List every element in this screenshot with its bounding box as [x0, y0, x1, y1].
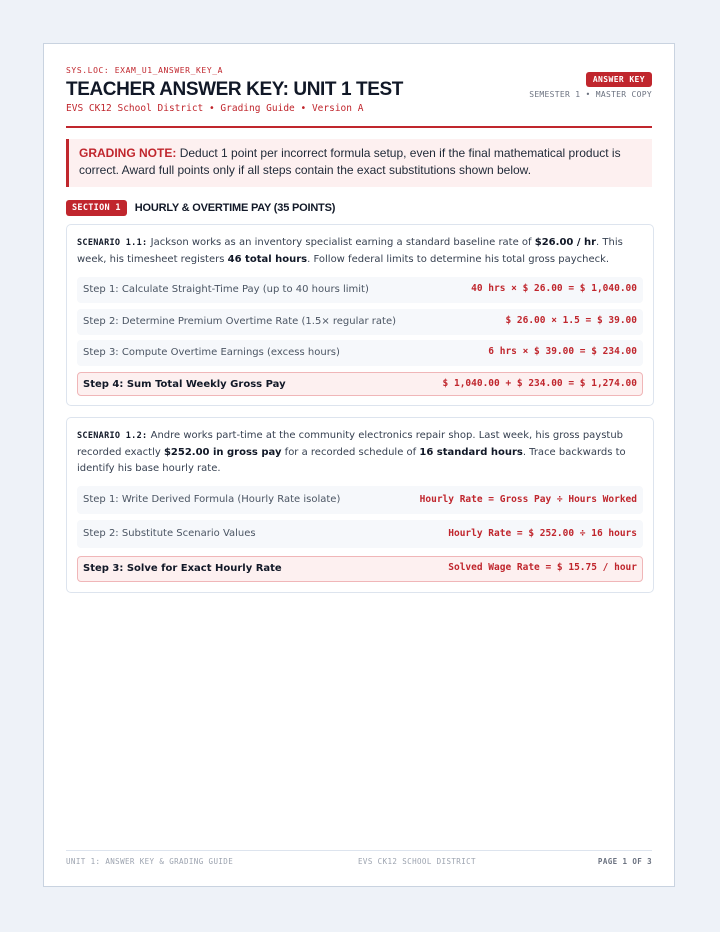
- solution-step: [77, 340, 643, 366]
- scenario-text: . This week, his timesheet registers: [77, 237, 623, 265]
- step-answer: Hourly Rate = Gross Pay ÷ Hours Worked: [419, 494, 637, 505]
- scenario-text: Andre works part-time at the community electronics repair shop. Last week, his gross paystub recorded exactly: [77, 430, 624, 458]
- sys-loc-code: SYS.LOC: EXAM_U1_ANSWER_KEY_A: [66, 66, 224, 75]
- solution-step: [77, 277, 643, 303]
- solution-step: [77, 309, 643, 335]
- scenario-highlight: 46 total hours: [227, 253, 308, 265]
- step-label: Step 3: Compute Overtime Earnings (excess hours): [83, 347, 340, 358]
- answer-key-badge: ANSWER KEY: [586, 72, 652, 87]
- page-header: [66, 66, 652, 128]
- footer-district-label: EVS CK12 SCHOOL DISTRICT: [358, 857, 476, 866]
- scenario-text: for a recorded schedule of: [284, 446, 417, 458]
- page-subtitle: EVS CK12 School District • Grading Guide • Version A: [66, 103, 364, 114]
- page-title: TEACHER ANSWER KEY: UNIT 1 TEST: [66, 79, 404, 100]
- scenario-description: [77, 428, 643, 478]
- step-label: Step 4: Sum Total Weekly Gross Pay: [83, 379, 286, 390]
- scenario-text: . Trace backwards to identify his base hourly rate.: [77, 446, 626, 474]
- solution-step: [77, 486, 643, 514]
- step-label: Step 2: Determine Premium Overtime Rate (1.5× regular rate): [83, 316, 397, 327]
- section-badge: SECTION 1: [66, 200, 127, 216]
- step-label: Step 1: Write Derived Formula (Hourly Rate isolate): [83, 494, 341, 505]
- grading-note-text: Deduct 1 point per incorrect formula setup, even if the final mathematical product is correct. Award full points only if all steps contain the exact substitutions shown below.: [79, 146, 621, 177]
- page-number: PAGE 1 OF 3: [597, 857, 652, 866]
- scenario-label: SCENARIO 1.1:: [77, 238, 148, 248]
- semester-label: SEMESTER 1 • MASTER COPY: [529, 90, 652, 99]
- answer-key-page: [43, 43, 675, 887]
- scenario-label: SCENARIO 1.2:: [77, 431, 148, 441]
- step-label: Step 1: Calculate Straight-Time Pay (up to 40 hours limit): [83, 284, 369, 295]
- step-answer: Hourly Rate = $ 252.00 ÷ 16 hours: [448, 528, 637, 539]
- section-header: [66, 199, 335, 217]
- scenario-highlight: 16 standard hours: [419, 446, 523, 458]
- section-title: HOURLY & OVERTIME PAY (35 POINTS): [134, 202, 336, 214]
- step-answer: $ 26.00 × 1.5 = $ 39.00: [505, 315, 637, 326]
- page-footer: [66, 850, 652, 870]
- step-answer: 40 hrs × $ 26.00 = $ 1,040.00: [471, 283, 637, 294]
- final-solution-step: [77, 372, 643, 396]
- scenario-text: Jackson works as an inventory specialist earning a standard baseline rate of: [150, 237, 532, 248]
- step-label: Step 3: Solve for Exact Hourly Rate: [83, 563, 282, 574]
- grading-note-label: GRADING NOTE:: [79, 146, 177, 160]
- step-answer: $ 1,040.00 + $ 234.00 = $ 1,274.00: [442, 378, 637, 389]
- grading-note: [66, 139, 652, 187]
- scenario-text: . Follow federal limits to determine his total gross paycheck.: [307, 253, 610, 265]
- footer-unit-label: UNIT 1: ANSWER KEY & GRADING GUIDE: [66, 857, 234, 866]
- step-label: Step 2: Substitute Scenario Values: [83, 528, 256, 539]
- scenario-card-1-2: [66, 417, 654, 593]
- final-solution-step: [77, 556, 643, 582]
- step-answer: 6 hrs × $ 39.00 = $ 234.00: [488, 346, 637, 357]
- solution-step: [77, 520, 643, 548]
- scenario-highlight: $252.00 in gross pay: [163, 446, 282, 458]
- scenario-description: [77, 235, 643, 268]
- scenario-card-1-1: [66, 224, 654, 406]
- step-answer: Solved Wage Rate = $ 15.75 / hour: [448, 562, 637, 573]
- scenario-highlight: $26.00 / hr: [534, 237, 597, 248]
